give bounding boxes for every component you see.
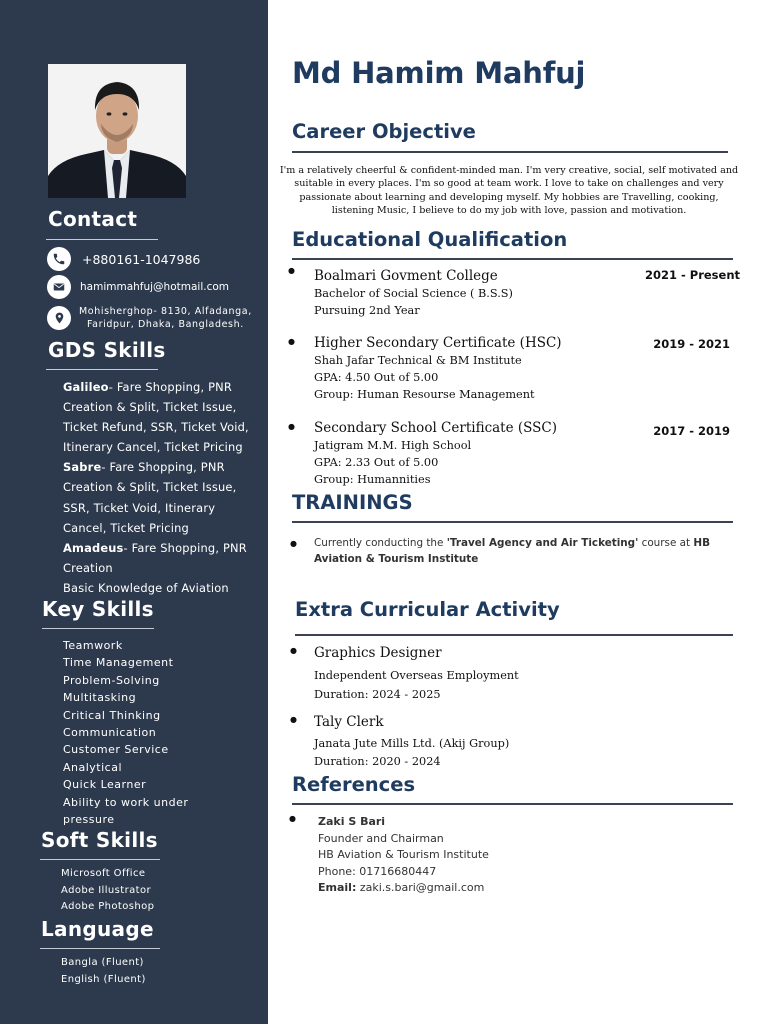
- key-skills-heading: Key Skills: [42, 597, 154, 621]
- bullet-icon: ●: [290, 715, 297, 724]
- gds-line: [63, 538, 259, 558]
- bullet-icon: ●: [288, 337, 295, 346]
- career-divider: [292, 151, 728, 153]
- activity-title: Graphics Designer: [314, 645, 442, 661]
- education-details: [314, 438, 471, 488]
- language-list: [61, 955, 146, 988]
- education-date: 2021 - Present: [644, 268, 740, 282]
- reference-phone: Phone: 01716680447: [318, 864, 437, 878]
- gds-line: Creation: [63, 560, 113, 575]
- trainings-heading: TRAININGS: [292, 491, 413, 514]
- training-institute-2: Aviation & Tourism Institute: [314, 553, 479, 565]
- extra-divider: [295, 634, 733, 636]
- list-item: Ability to work under: [63, 795, 189, 809]
- gds-text: - Fare Shopping, PNR: [101, 460, 225, 475]
- gds-text: - Fare Shopping, PNR: [123, 540, 247, 555]
- address-text: [79, 305, 252, 331]
- education-line: GPA: 2.33 Out of 5.00: [314, 455, 439, 469]
- gds-line: Cancel, Ticket Pricing: [63, 520, 189, 535]
- education-divider: [292, 258, 733, 260]
- galileo-label: Galileo: [63, 380, 109, 394]
- education-date: 2019 - 2021: [653, 337, 730, 351]
- bullet-icon: ●: [290, 646, 297, 655]
- education-line: Group: Human Resourse Management: [314, 387, 535, 401]
- education-line: Pursuing 2nd Year: [314, 303, 420, 317]
- bullet-icon: ●: [289, 814, 296, 823]
- gds-line: Ticket Refund, SSR, Ticket Void,: [63, 420, 249, 435]
- education-title: Secondary School Certificate (SSC): [314, 420, 558, 436]
- reference-org: HB Aviation & Tourism Institute: [318, 848, 489, 862]
- list-item: Time Management: [63, 656, 174, 670]
- gds-text: - Fare Shopping, PNR: [108, 380, 233, 394]
- list-item: Adobe Illustrator: [61, 884, 151, 896]
- reference-email-label: Email:: [318, 881, 357, 895]
- list-item: Analytical: [63, 760, 123, 774]
- gds-line: Itinerary Cancel, Ticket Pricing: [63, 440, 243, 455]
- email-icon: [47, 275, 71, 299]
- profile-photo: [48, 64, 186, 198]
- language-heading: Language: [41, 917, 154, 941]
- list-item: Critical Thinking: [63, 708, 161, 722]
- education-line: Bachelor of Social Science ( B.S.S): [314, 287, 513, 300]
- objective-line: passionate about learning and developing myself. My hobbies are Travelling, cooking,: [299, 191, 719, 203]
- education-line: Group: Humannities: [314, 472, 431, 486]
- list-item: Adobe Photoshop: [61, 901, 155, 913]
- list-item: Microsoft Office: [61, 868, 146, 879]
- key-skills-list: [63, 637, 188, 828]
- list-item: pressure: [63, 813, 115, 827]
- education-details: [314, 286, 513, 320]
- gds-line: [63, 457, 259, 477]
- training-text: [314, 535, 744, 567]
- trainings-divider: [292, 521, 733, 523]
- education-title: Boalmari Govment College: [314, 268, 498, 284]
- activity-line: Duration: 2024 - 2025: [314, 688, 441, 701]
- extra-curricular-heading: Extra Curricular Activity: [295, 598, 560, 621]
- reference-name: Zaki S Bari: [318, 815, 386, 828]
- list-item: Quick Learner: [63, 778, 147, 792]
- reference-block: [318, 814, 489, 897]
- gds-line: SSR, Ticket Void, Itinerary: [63, 500, 216, 515]
- person-name: Md Hamim Mahfuj: [292, 56, 586, 90]
- training-prefix: Currently conducting the: [314, 537, 447, 549]
- education-line: GPA: 4.50 Out of 5.00: [314, 370, 439, 384]
- sabre-label: Sabre: [63, 460, 102, 475]
- phone-icon: [47, 247, 71, 271]
- objective-line: I'm a relatively cheerful & confident-minded man. I'm very creative, social, self motivated and: [279, 165, 739, 176]
- training-institute-1: HB: [693, 537, 711, 549]
- reference-email-line: [318, 880, 489, 897]
- gds-line: Creation & Split, Ticket Issue,: [63, 400, 237, 415]
- list-item: Bangla (Fluent): [61, 957, 144, 968]
- main-content: [268, 0, 768, 1024]
- language-divider: [40, 948, 160, 949]
- phone-number: +880161-1047986: [82, 251, 201, 267]
- email-address: hamimmahfuj@hotmail.com: [80, 281, 230, 293]
- contact-phone: [47, 247, 200, 271]
- list-item: Communication: [63, 726, 157, 740]
- gds-line: [63, 377, 259, 397]
- contact-divider: [46, 239, 158, 240]
- education-date: 2017 - 2019: [653, 424, 730, 438]
- career-objective-text: [272, 164, 746, 218]
- bullet-icon: ●: [288, 422, 295, 431]
- references-divider: [292, 803, 733, 805]
- list-item: Problem-Solving: [63, 673, 160, 687]
- contact-address: [47, 305, 252, 331]
- education-title: Higher Secondary Certificate (HSC): [314, 335, 562, 351]
- activity-title: Taly Clerk: [314, 714, 384, 730]
- references-heading: References: [292, 773, 416, 796]
- list-item: Customer Service: [63, 743, 169, 757]
- reference-role: Founder and Chairman: [318, 831, 444, 845]
- education-details: [314, 353, 535, 403]
- objective-line: listening Music, I believe to do my job with love, passion and motivation.: [331, 205, 687, 217]
- key-skills-divider: [42, 628, 154, 629]
- contact-email: [47, 275, 229, 299]
- list-item: Multitasking: [63, 691, 137, 705]
- amadeus-label: Amadeus: [63, 540, 124, 555]
- address-line-1: Mohisherghop- 8130, Alfadanga,: [79, 306, 252, 317]
- gds-skills-heading: GDS Skills: [48, 338, 166, 362]
- activity-line: Duration: 2020 - 2024: [314, 755, 441, 768]
- training-mid: course at: [638, 537, 694, 549]
- training-course: 'Travel Agency and Air Ticketing': [446, 537, 639, 549]
- list-item: Teamwork: [63, 639, 123, 652]
- soft-skills-divider: [40, 859, 160, 860]
- education-line: Shah Jafar Technical & BM Institute: [314, 354, 522, 367]
- soft-skills-heading: Soft Skills: [41, 828, 158, 852]
- activity-details: [314, 735, 509, 771]
- career-objective-heading: Career Objective: [292, 120, 476, 143]
- education-heading: Educational Qualification: [292, 228, 568, 251]
- activity-details: [314, 666, 519, 704]
- bullet-icon: ●: [290, 539, 297, 548]
- gds-skills-list: [63, 377, 259, 598]
- address-line-2: Faridpur, Dhaka, Bangladesh.: [86, 319, 244, 330]
- activity-line: Independent Overseas Employment: [314, 669, 519, 682]
- location-icon: [47, 306, 71, 330]
- sidebar: [0, 0, 268, 1024]
- soft-skills-list: [61, 866, 154, 916]
- objective-line: suitable in every places. I'm so good at team work. I love to take on challenges and very: [294, 178, 724, 190]
- reference-email: zaki.s.bari@gmail.com: [356, 881, 485, 895]
- education-line: Jatigram M.M. High School: [314, 439, 472, 452]
- gds-divider: [46, 369, 158, 370]
- list-item: English (Fluent): [61, 973, 146, 985]
- activity-line: Janata Jute Mills Ltd. (Akij Group): [314, 737, 510, 750]
- gds-line: Creation & Split, Ticket Issue,: [63, 480, 237, 495]
- contact-heading: Contact: [48, 207, 138, 231]
- bullet-icon: ●: [288, 266, 295, 275]
- gds-line: Basic Knowledge of Aviation: [63, 580, 229, 595]
